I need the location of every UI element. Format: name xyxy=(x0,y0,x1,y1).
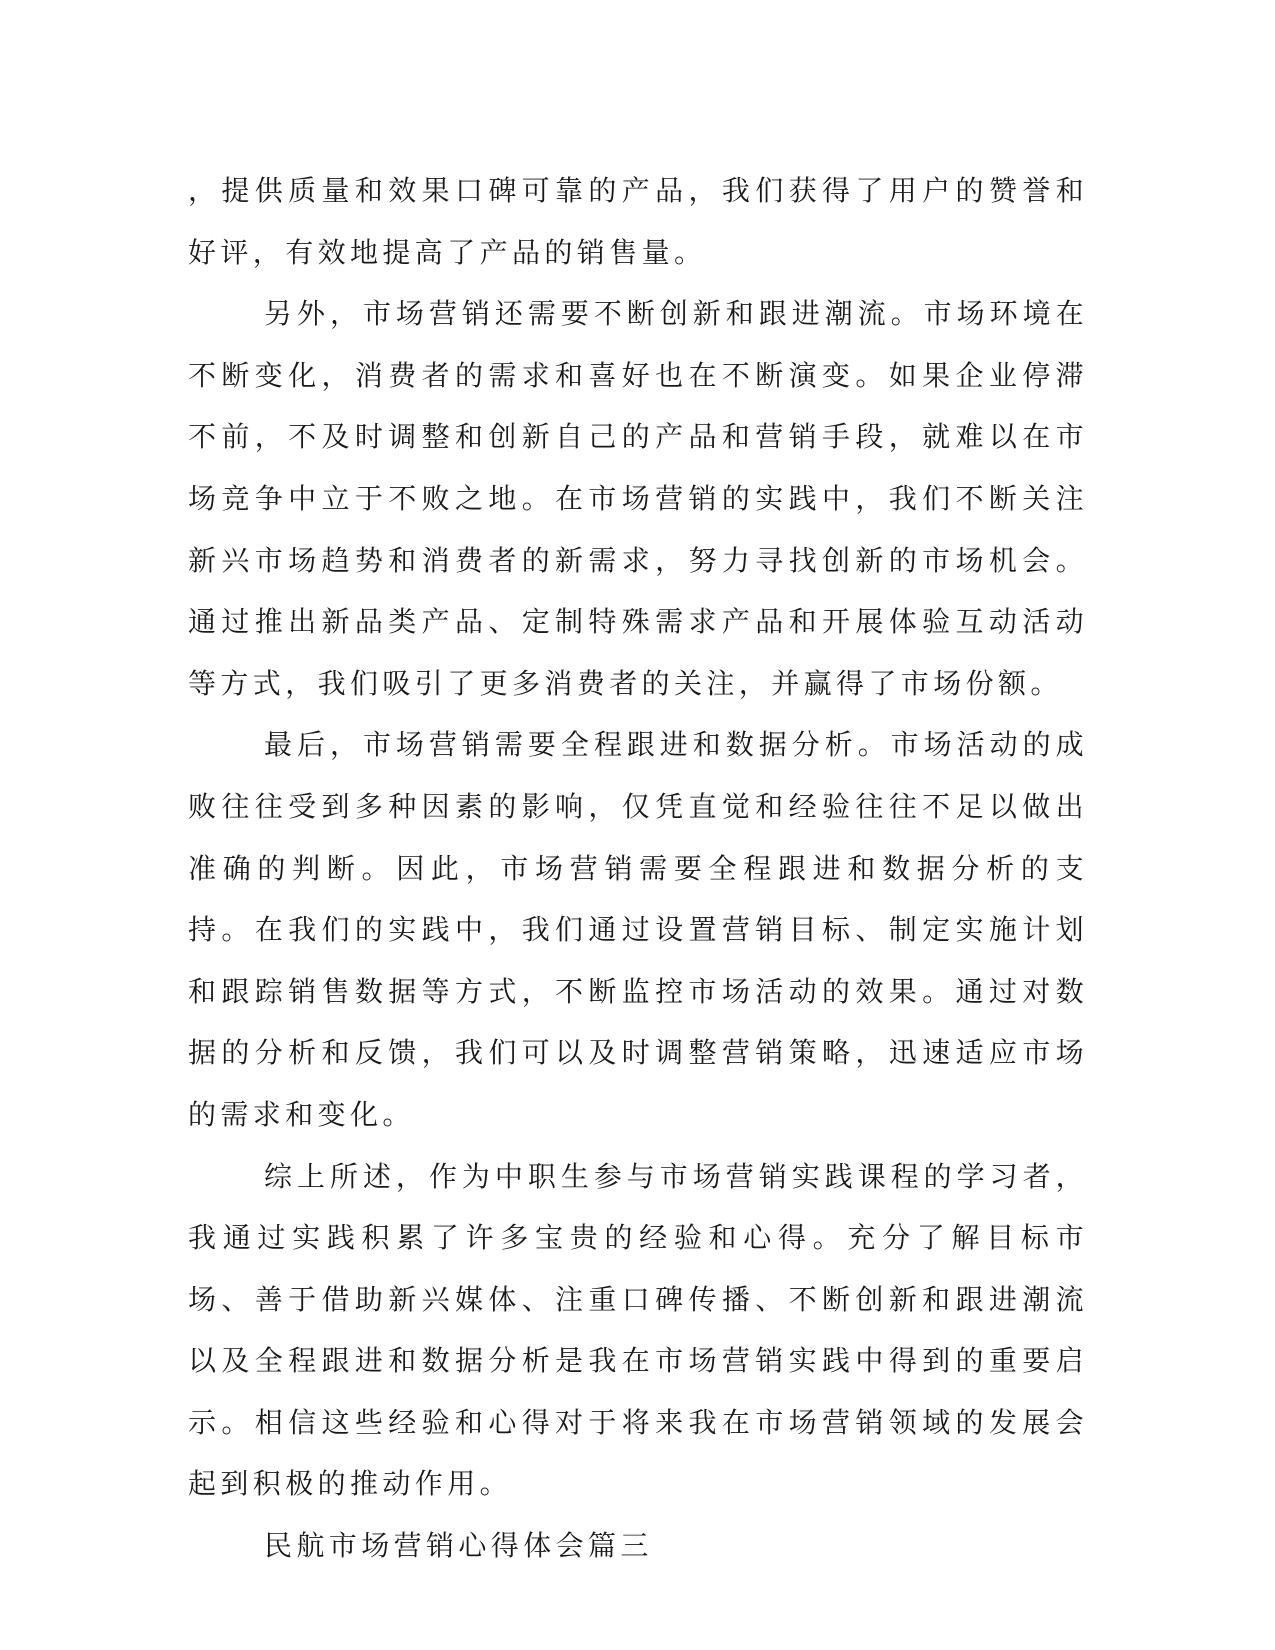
section-heading: 民航市场营销心得体会篇三 xyxy=(264,1529,653,1563)
paragraph-innovation: 另外，市场营销还需要不断创新和跟进潮流。市场环境在不断变化，消费者的需求和喜好也在不断演变。如果企业停滞不前，不及时调整和创新自己的产品和营销手段，就难以在市场竞争中立于不败之地。在市场营销的实践中，我们不断关注新兴市场趋势和消费者的新需求，努力寻找创新的市场机会。通过推出新品类产品、定制特殊需求产品和开展体验互动活动等方式，我们吸引了更多消费者的关注，并赢得了市场份额。 xyxy=(188,297,1088,700)
paragraph-continuation: ，提供质量和效果口碑可靠的产品，我们获得了用户的赞誉和好评，有效地提高了产品的销售量。 xyxy=(188,174,1088,269)
paragraph-summary: 综上所述，作为中职生参与市场营销实践课程的学习者，我通过实践积累了许多宝贵的经验和心得。充分了解目标市场、善于借助新兴媒体、注重口碑传播、不断创新和跟进潮流以及全程跟进和数据分析是我在市场营销实践中得到的重要启示。相信这些经验和心得对于将来我在市场营销领域的发展会起到积极的推动作用。 xyxy=(188,1159,1088,1501)
document-body xyxy=(188,160,1088,1577)
paragraph-data-analysis: 最后，市场营销需要全程跟进和数据分析。市场活动的成败往往受到多种因素的影响，仅凭直觉和经验往往不足以做出准确的判断。因此，市场营销需要全程跟进和数据分析的支持。在我们的实践中，我们通过设置营销目标、制定实施计划和跟踪销售数据等方式，不断监控市场活动的效果。通过对数据的分析和反馈，我们可以及时调整营销策略，迅速适应市场的需求和变化。 xyxy=(188,728,1088,1131)
